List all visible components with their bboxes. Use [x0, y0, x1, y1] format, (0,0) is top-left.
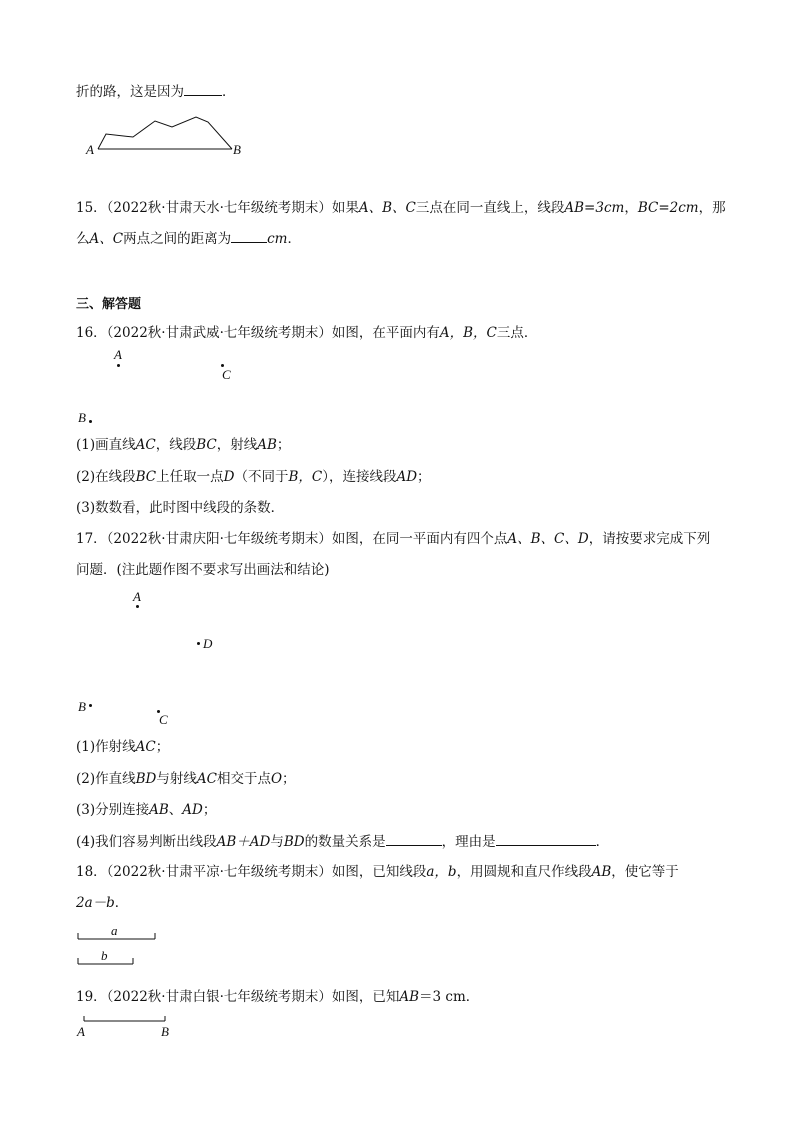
- q16-p2-text: (2)在线段: [76, 469, 136, 485]
- q16-p1-sep2: ，射线: [216, 437, 258, 453]
- q17-p3-sep: 、: [168, 802, 183, 818]
- q15-line1: [76, 199, 726, 217]
- q16-p2-sep3: ），连接线段: [322, 469, 397, 485]
- q17-label-a: A: [133, 589, 141, 604]
- q18-ab-vars: a，b: [426, 864, 457, 880]
- q18-label-b: b: [101, 948, 108, 963]
- q17-part3: [76, 801, 216, 819]
- q16-tail: 三点．: [496, 325, 538, 341]
- q15-answer-blank[interactable]: [231, 229, 267, 243]
- q18-text-a: 18．（2022秋·甘肃平凉·七年级统考期末）如图，已知线段: [76, 864, 427, 880]
- q16-p1-ab: AB: [257, 437, 277, 453]
- q15-comma: ，: [624, 200, 638, 216]
- q14-label-a: A: [86, 142, 94, 157]
- q14-text: 折的路，这是因为: [76, 84, 184, 100]
- q16-p2-sep1: 上任取一点: [156, 469, 224, 485]
- q18-segment-name: AB: [591, 864, 612, 880]
- q17-relation-blank[interactable]: [386, 832, 442, 846]
- q17-p2-sep2: 相交于点: [216, 771, 271, 787]
- q17-part4: [76, 832, 609, 851]
- q16-part2: [76, 468, 431, 486]
- q17-label-c: C: [159, 712, 168, 727]
- q16-p2-sep2: （不同于: [234, 469, 289, 485]
- q17-p2-text: (2)作直线: [76, 771, 136, 787]
- q19-text-a: 19．（2022秋·甘肃白银·七年级统考期末）如图，已知: [76, 989, 400, 1005]
- q16-p1-bc: BC: [196, 437, 217, 453]
- section-heading: 三、解答题: [76, 297, 142, 312]
- q17-p4-bd: BD: [283, 834, 305, 850]
- q17-p3-ad: AD: [182, 802, 203, 818]
- q16-points: A，B，C: [439, 325, 497, 341]
- q17-p3-end: ；: [202, 802, 217, 818]
- q17-label-b: B: [78, 699, 86, 714]
- q18-label-a: a: [111, 923, 118, 938]
- q17-p2-bd: BD: [135, 771, 157, 787]
- q17-p1-end: ；: [155, 739, 170, 755]
- q16-line: [76, 324, 537, 342]
- q17-point-b: [89, 704, 92, 707]
- q17-p1-ac: AC: [135, 739, 156, 755]
- q16-text: 16．（2022秋·甘肃武威·七年级统考期末）如图，在平面内有: [76, 325, 440, 341]
- q16-p2-ad: AD: [396, 469, 418, 485]
- q17-p4-sum: AB＋AD: [216, 834, 271, 850]
- q17-p4-sep3: ，理由是: [441, 834, 496, 850]
- q17-p2-ac: AC: [196, 771, 217, 787]
- q17-p3-text: (3)分别连接: [76, 802, 150, 818]
- q17-p4-sep1: 与: [270, 834, 284, 850]
- q17-line2: 问题．(注此题作图不要求写出画法和结论): [76, 562, 330, 578]
- q16-part1: [76, 436, 290, 454]
- q15-text-l2c: 两点之间的距离为: [123, 231, 232, 247]
- q18-text-e: ，使它等于: [611, 864, 679, 880]
- q16-p1-ac: AC: [135, 437, 156, 453]
- q15-text-g: ，那: [698, 200, 726, 216]
- q16-p2-bc: BC: [135, 469, 157, 485]
- q19-text-c: ＝3 cm．: [419, 989, 480, 1005]
- q15-bc: BC=2cm: [637, 200, 699, 216]
- q17-text-a: 17．（2022秋·甘肃庆阳·七年级统考期末）如图，在同一平面内有四个点: [76, 531, 508, 547]
- q16-point-a: [117, 364, 120, 367]
- q14-end: ．: [222, 84, 236, 100]
- q18-expression: 2a－b: [76, 895, 115, 911]
- q17-points: A、B、C、D: [507, 531, 589, 547]
- q19-label-b: B: [161, 1024, 169, 1039]
- q17-p2-o: O: [270, 771, 283, 787]
- q14-broken-path: [98, 117, 232, 149]
- q16-p2-end: ；: [417, 469, 431, 485]
- q15-ab: AB=3cm: [564, 200, 625, 216]
- q17-part1: [76, 738, 169, 756]
- q17-p4-sep2: 的数量关系是: [304, 834, 386, 850]
- q18-text-c: ，用圆规和直尺作线段: [456, 864, 592, 880]
- q16-p1-text: (1)画直线: [76, 437, 136, 453]
- q19-label-a: A: [77, 1024, 85, 1039]
- q18-line1: [76, 863, 679, 881]
- q17-p4-end: ．: [595, 834, 610, 850]
- q17-reason-blank[interactable]: [496, 832, 596, 846]
- q17-line1: [76, 530, 710, 548]
- q16-p1-end: ；: [276, 437, 291, 453]
- q17-p4-text: (4)我们容易判断出线段: [76, 834, 217, 850]
- q18-end: ．: [114, 895, 129, 911]
- q15-points: A、B、C: [358, 200, 416, 216]
- q17-p1-text: (1)作射线: [76, 739, 136, 755]
- q18-line2: [76, 894, 128, 912]
- q16-p1-sep1: ，线段: [155, 437, 197, 453]
- q17-label-d: D: [203, 636, 213, 651]
- q17-text-c: ，请按要求完成下列: [588, 531, 711, 547]
- q19-line: [76, 988, 479, 1006]
- q16-p2-bc2: B，C: [288, 469, 323, 485]
- q16-point-b: [89, 420, 92, 423]
- q17-p2-end: ；: [282, 771, 296, 787]
- q14-label-b: B: [233, 142, 241, 157]
- q16-part3: (3)数数看，此时图中线段的条数．: [76, 500, 285, 516]
- q15-text-a: 15．（2022秋·甘肃天水·七年级统考期末）如果: [76, 200, 359, 216]
- q17-point-d: [197, 642, 200, 645]
- q19-ab: AB: [399, 989, 420, 1005]
- q15-line2: [76, 229, 301, 248]
- q15-ac: A、C: [89, 231, 124, 247]
- q17-p2-sep1: 与射线: [156, 771, 197, 787]
- q17-part2: [76, 770, 296, 788]
- q16-label-a: A: [114, 347, 122, 362]
- q17-p3-ab: AB: [149, 802, 169, 818]
- q15-text-l2a: 么: [76, 231, 90, 247]
- q16-label-b: B: [78, 410, 86, 425]
- q16-p2-d: D: [223, 469, 235, 485]
- q16-label-c: C: [222, 367, 231, 382]
- q15-text-c: 三点在同一直线上，线段: [415, 200, 565, 216]
- q17-point-a: [136, 605, 139, 608]
- q15-unit: cm: [267, 231, 288, 247]
- q15-end: ．: [287, 231, 301, 247]
